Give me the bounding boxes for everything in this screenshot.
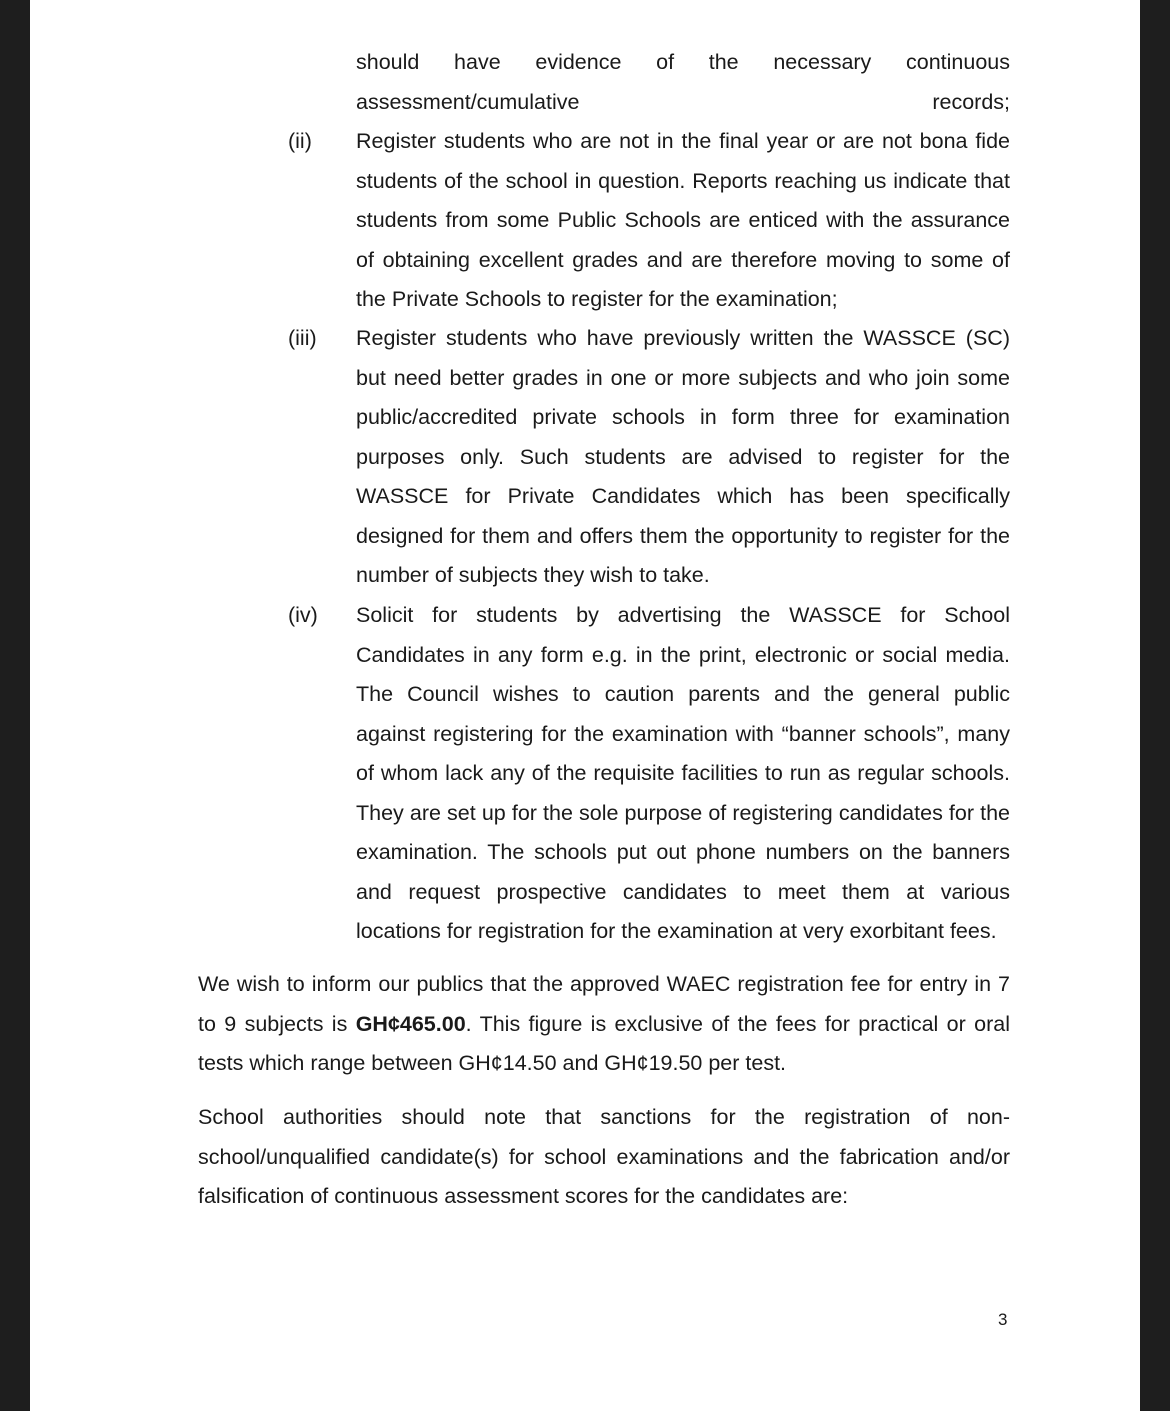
continuation-text: should have evidence of the necessary continuous assessment/cumulative records; — [356, 50, 1010, 114]
item-label-iii: (iii) — [288, 326, 317, 350]
fee-paragraph — [198, 965, 1010, 1084]
item-label-iv: (iv) — [288, 603, 318, 627]
sanctions-paragraph: School authorities should note that sanctions for the registration of non-school/unqualified candidate(s) for school examinations and the fabrication and/or falsification of continuous assessment scores for the candidates are: — [198, 1105, 1010, 1208]
document-page — [30, 0, 1140, 1411]
item-text-iv: Solicit for students by advertising the WASSCE for School Candidates in any form e.g. in the print, electronic or social media. The Council wishes to caution parents and the general public against registering for the examination with “banner schools”, many of whom lack any of the requisite facilities to run as regular schools. They are set up for the sole purpose of registering candidates for the examination. The schools put out phone numbers on the banners and request prospective candidates to meet them at various locations for registration for the examination at very exorbitant fees. — [356, 603, 1010, 943]
fee-paragraph-before: We wish to inform our publics that the approved WAEC registration fee for entry in 7 to 9 subjects is — [198, 972, 1010, 1036]
page-number: 3 — [998, 1310, 1008, 1329]
fee-amount: GH¢465.00 — [355, 1011, 466, 1036]
fee-paragraph-after: . This figure is exclusive of the fees for practical or oral tests which range between GH¢14.50 and GH¢19.50 per test. — [198, 1011, 1010, 1075]
item-text-iii: Register students who have previously written the WASSCE (SC) but need better grades in one or more subjects and who join some public/accredited private schools in form three for examination purposes only. Such students are advised to register for the WASSCE for Private Candidates which has been specifically designed for them and offers them the opportunity to register for the number of subjects they wish to take. — [356, 326, 1010, 587]
item-text-ii: Register students who are not in the final year or are not bona fide students of the school in question. Reports reaching us indicate that students from some Public Schools are enticed with the assurance of obtaining excellent grades and are therefore moving to some of the Private Schools to register for the examination; — [356, 129, 1010, 311]
item-label-ii: (ii) — [288, 129, 312, 153]
